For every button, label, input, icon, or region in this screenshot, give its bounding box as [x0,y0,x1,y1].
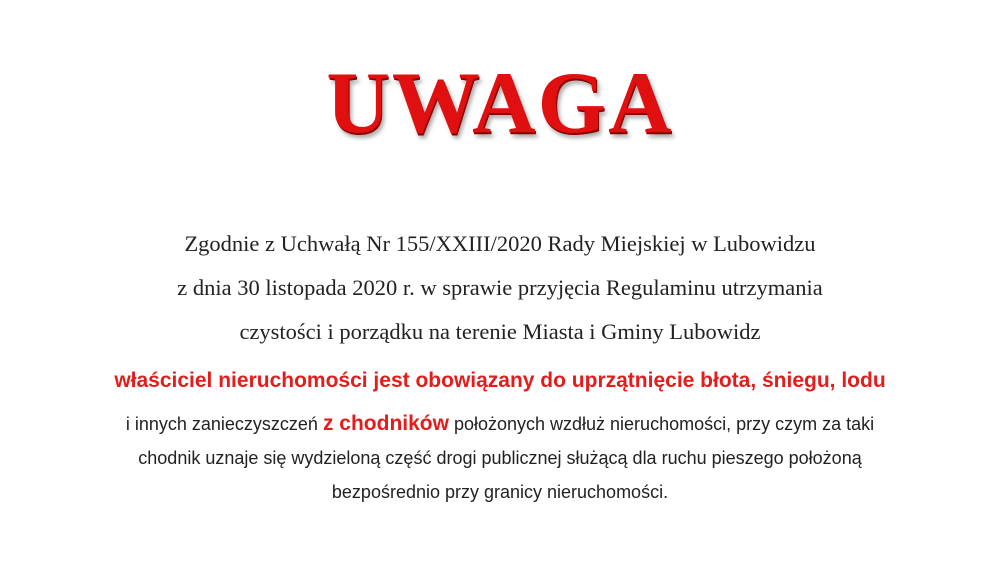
details-line-3: bezpośrednio przy granicy nieruchomości. [331,482,669,502]
details-line-1 [0,408,1000,442]
resolution-line-3: czystości i porządku na terenie Miasta i Gminy Lubowidz [239,319,761,344]
resolution-line-1: Zgodnie z Uchwałą Nr 155/XXIII/2020 Rady Miejskiej w Lubowidzu [184,231,816,256]
details-line-1-after: położonych wzdłuż nieruchomości, przy czym za taki [448,414,875,434]
owner-obligation: właściciel nieruchomości jest obowiązany do uprzątnięcie błota, śniegu, lodu [114,369,886,392]
resolution-line-2: z dnia 30 listopada 2020 r. w sprawie przyjęcia Regulaminu utrzymania [177,275,823,300]
notice-headline: UWAGA [326,55,674,152]
details-line-2: chodnik uznaje się wydzieloną część drogi publicznej służącą dla ruchu pieszego położoną [138,448,862,468]
resolution-reference [0,224,1000,356]
sidewalk-highlight: z chodników [322,412,449,435]
details-line-1-before: i innych zanieczyszczeń [125,414,323,434]
obligation-details [0,408,1000,510]
